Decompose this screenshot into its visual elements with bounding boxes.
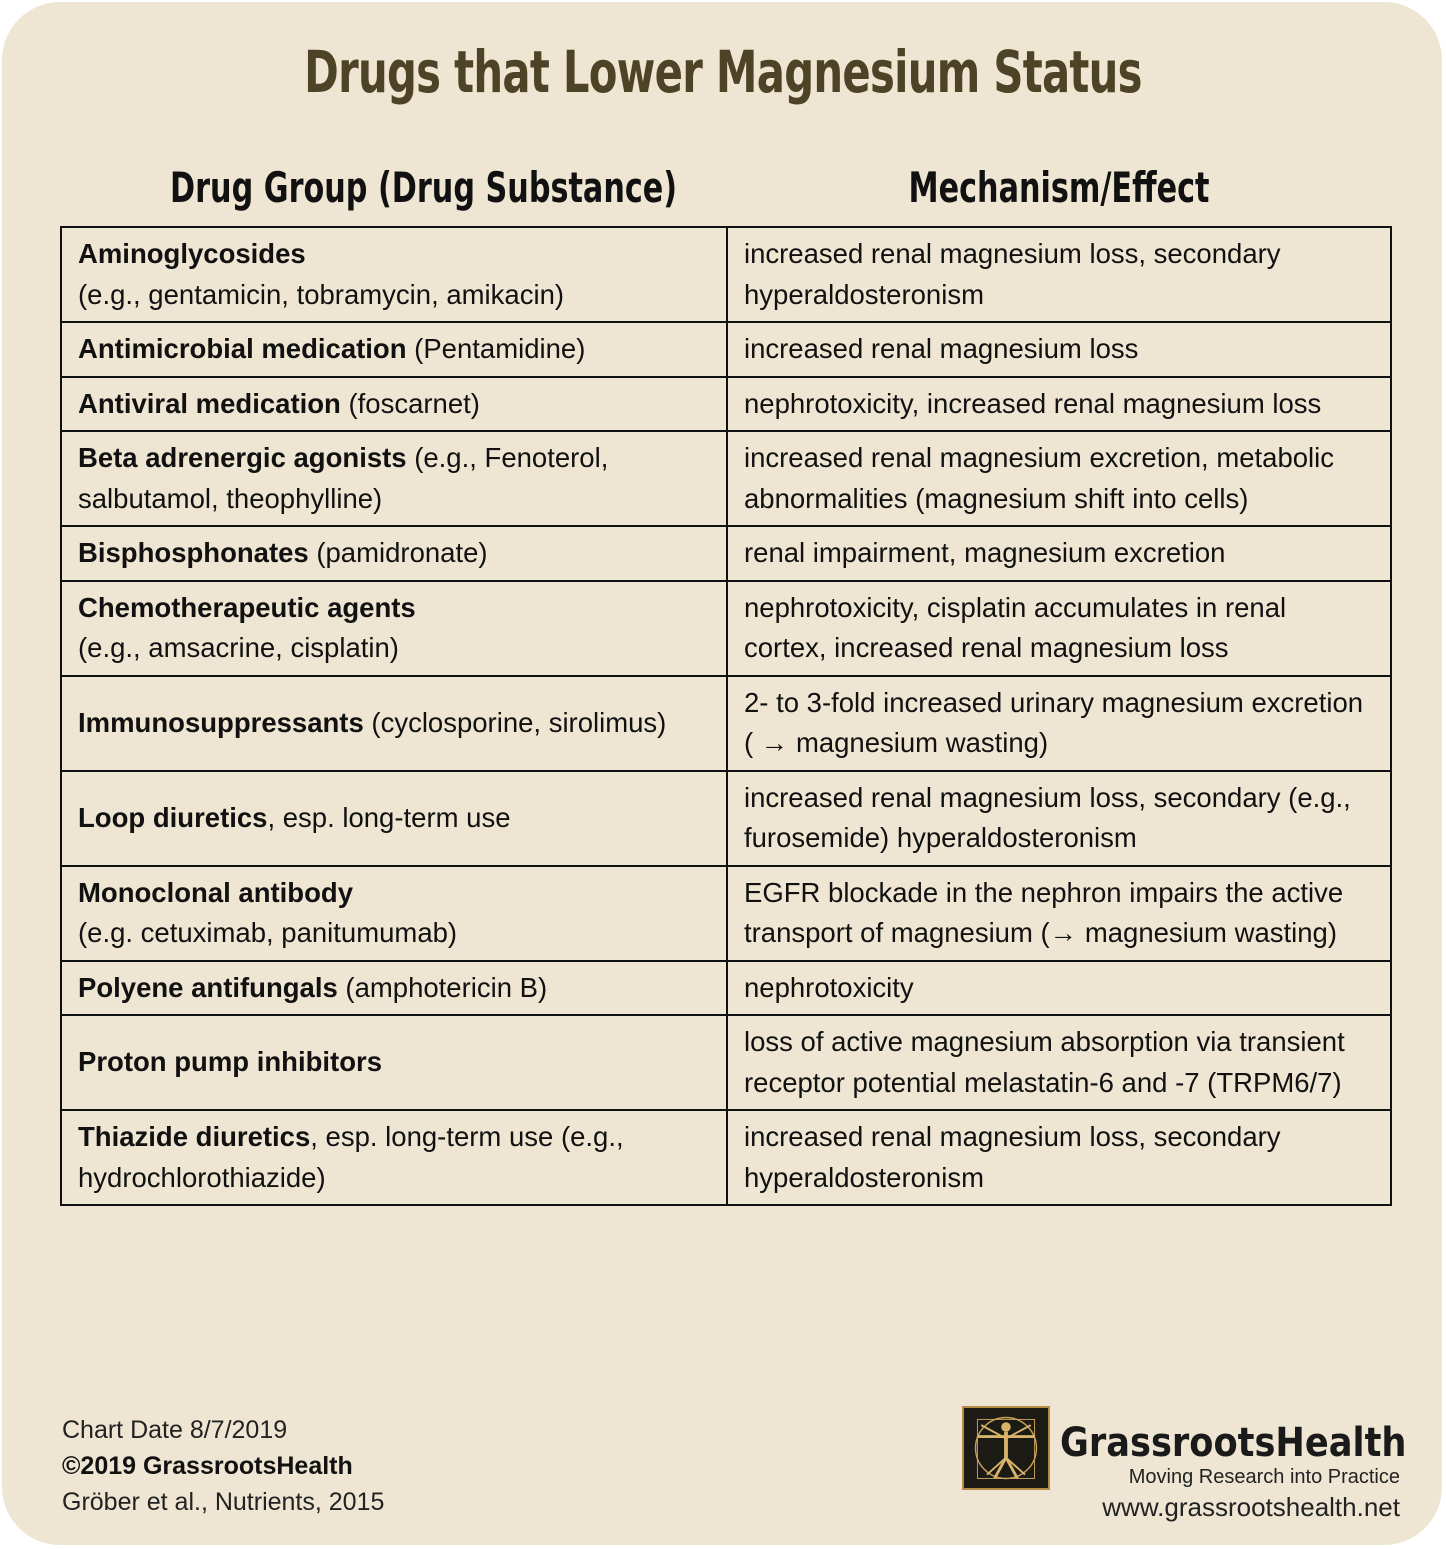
- drug-group-cell: [61, 322, 727, 377]
- mechanism-cell: increased renal magnesium loss, secondary hyperaldosteronism: [727, 227, 1391, 322]
- mechanism-cell: renal impairment, magnesium excretion: [727, 526, 1391, 581]
- footer: [62, 1412, 384, 1520]
- drug-substance: (e.g., Fenoterol, salbutamol, theophylline): [78, 442, 609, 514]
- table-row: [61, 227, 1391, 322]
- drug-substance: , esp. long-term use: [267, 801, 511, 833]
- table-row: [61, 526, 1391, 581]
- drug-group-name: Proton pump inhibitors: [78, 1046, 382, 1078]
- table-row: [61, 771, 1391, 866]
- table-row: [61, 1110, 1391, 1205]
- table-row: [61, 676, 1391, 771]
- mechanism-cell: loss of active magnesium absorption via transient receptor potential melastatin-6 and -7 (TRPM6/7): [727, 1015, 1391, 1110]
- column-header-mechanism: Mechanism/Effect: [908, 163, 1210, 212]
- drug-group-name: Thiazide diuretics: [78, 1121, 311, 1152]
- drug-group-name: Loop diuretics: [78, 801, 268, 833]
- brand-name: GrassrootsHealth: [1060, 1420, 1407, 1466]
- drug-group-name: Chemotherapeutic agents: [78, 591, 416, 623]
- brand-tagline: Moving Research into Practice: [1128, 1466, 1400, 1488]
- drug-group-cell: [61, 1015, 727, 1110]
- page-title: Drugs that Lower Magnesium Status: [304, 38, 1142, 106]
- drug-substance: (foscarnet): [340, 387, 480, 419]
- mechanism-cell: nephrotoxicity: [727, 961, 1391, 1016]
- drug-substance: (Pentamidine): [406, 333, 586, 364]
- mechanism-cell: EGFR blockade in the nephron impairs the active transport of magnesium (→ magnesium wasting): [727, 866, 1391, 961]
- drug-substance: (pamidronate): [308, 537, 488, 568]
- mechanism-cell: nephrotoxicity, increased renal magnesium loss: [727, 377, 1391, 432]
- table-row: [61, 1015, 1391, 1110]
- table-row: [61, 431, 1391, 526]
- citation: Gröber et al., Nutrients, 2015: [62, 1488, 385, 1516]
- drug-group-name: Antimicrobial medication: [78, 333, 407, 364]
- mechanism-cell: nephrotoxicity, cisplatin accumulates in renal cortex, increased renal magnesium loss: [727, 581, 1391, 676]
- drug-group-cell: [61, 771, 727, 866]
- drug-group-name: Monoclonal antibody: [78, 876, 353, 908]
- column-header-drug-group: Drug Group (Drug Substance): [170, 163, 678, 212]
- drug-group-cell: [61, 227, 727, 322]
- drug-group-name: Bisphosphonates: [78, 537, 309, 568]
- drug-group-cell: [61, 961, 727, 1016]
- table-row: [61, 322, 1391, 377]
- drug-substance: (amphotericin B): [337, 971, 548, 1003]
- drug-table: [60, 226, 1392, 1206]
- drug-substance: (cyclosporine, sirolimus): [363, 706, 667, 738]
- drug-group-cell: [61, 431, 727, 526]
- drug-group-name: Immunosuppressants: [78, 706, 364, 738]
- copyright: ©2019 GrassrootsHealth: [62, 1452, 353, 1480]
- vitruvian-man-icon: [962, 1406, 1050, 1490]
- mechanism-cell: increased renal magnesium excretion, metabolic abnormalities (magnesium shift into cells): [727, 431, 1391, 526]
- mechanism-cell: increased renal magnesium loss: [727, 322, 1391, 377]
- table-row: [61, 866, 1391, 961]
- drug-group-cell: [61, 581, 727, 676]
- website-link[interactable]: www.grassrootshealth.net: [1102, 1492, 1400, 1522]
- drug-group-cell: [61, 377, 727, 432]
- drug-substance: (e.g., amsacrine, cisplatin): [78, 632, 399, 663]
- drug-substance: (e.g. cetuximab, panitumumab): [78, 917, 458, 948]
- drug-group-name: Antiviral medication: [78, 387, 341, 419]
- mechanism-cell: 2- to 3-fold increased urinary magnesium excretion ( → magnesium wasting): [727, 676, 1391, 771]
- chart-date: Chart Date 8/7/2019: [62, 1416, 288, 1444]
- drug-group-cell: [61, 866, 727, 961]
- drug-group-name: Aminoglycosides: [78, 238, 306, 269]
- mechanism-cell: increased renal magnesium loss, secondary hyperaldosteronism: [727, 1110, 1391, 1205]
- mechanism-cell: increased renal magnesium loss, secondary (e.g., furosemide) hyperaldosteronism: [727, 771, 1391, 866]
- drug-group-cell: [61, 526, 727, 581]
- drug-group-cell: [61, 1110, 727, 1205]
- drug-substance: (e.g., gentamicin, tobramycin, amikacin): [78, 278, 565, 310]
- drug-group-name: Polyene antifungals: [78, 971, 338, 1003]
- table-row: [61, 581, 1391, 676]
- table-row: [61, 961, 1391, 1016]
- table-row: [61, 377, 1391, 432]
- drug-substance: , esp. long-term use (e.g., hydrochlorothiazide): [78, 1121, 624, 1193]
- drug-group-cell: [61, 676, 727, 771]
- drug-group-name: Beta adrenergic agonists: [78, 442, 407, 473]
